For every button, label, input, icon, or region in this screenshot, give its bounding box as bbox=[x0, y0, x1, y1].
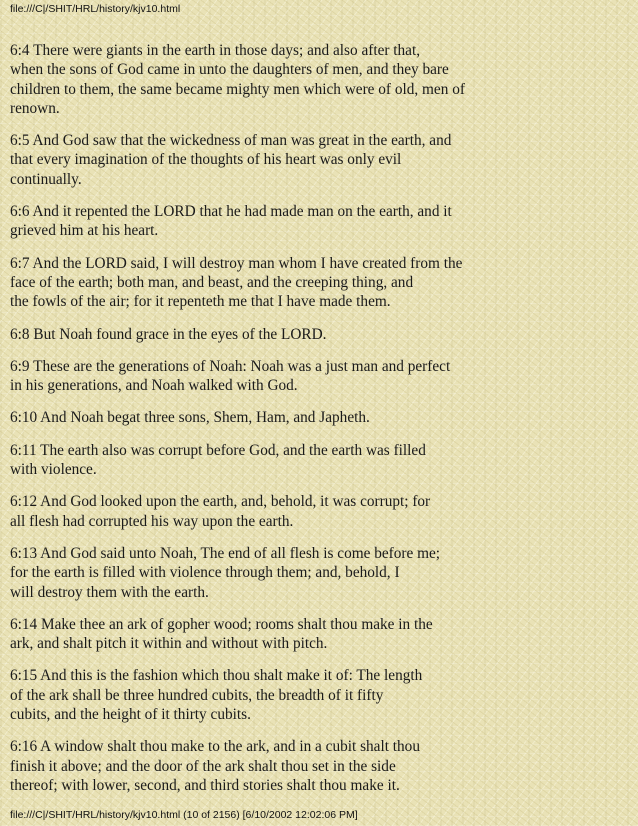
verse-line: when the sons of God came in unto the daughters of men, and they bare bbox=[10, 61, 449, 79]
verse-line: 6:7 And the LORD said, I will destroy man whom I have created from the bbox=[10, 254, 463, 272]
verse-line: for the earth is filled with violence through them; and, behold, I bbox=[10, 564, 400, 582]
verse-6-10 bbox=[10, 408, 480, 427]
verse-line: of the ark shall be three hundred cubits, the breadth of it fifty bbox=[10, 686, 384, 704]
verse-6-4 bbox=[10, 41, 480, 118]
verse-6-12 bbox=[10, 492, 480, 531]
verse-line: 6:15 And this is the fashion which thou shalt make it of: The length bbox=[10, 667, 423, 685]
verse-6-5 bbox=[10, 131, 480, 189]
verse-line: 6:10 And Noah begat three sons, Shem, Ham, and Japheth. bbox=[10, 409, 370, 427]
verse-6-6 bbox=[10, 202, 480, 241]
verse-line: continually. bbox=[10, 170, 82, 188]
verse-line: 6:13 And God said unto Noah, The end of all flesh is come before me; bbox=[10, 544, 441, 562]
verse-line: 6:8 But Noah found grace in the eyes of the LORD. bbox=[10, 325, 327, 343]
verse-6-7 bbox=[10, 254, 480, 312]
verse-6-8 bbox=[10, 325, 480, 344]
verse-line: with violence. bbox=[10, 461, 97, 479]
verse-line: 6:11 The earth also was corrupt before God, and the earth was filled bbox=[10, 441, 426, 459]
verse-line: ark, and shalt pitch it within and without with pitch. bbox=[10, 635, 328, 653]
verse-line: face of the earth; both man, and beast, and the creeping thing, and bbox=[10, 273, 414, 291]
verse-6-15 bbox=[10, 666, 480, 724]
verse-6-16 bbox=[10, 737, 480, 795]
verse-line: that every imagination of the thoughts of his heart was only evil bbox=[10, 151, 402, 169]
verse-line: 6:6 And it repented the LORD that he had made man on the earth, and it bbox=[10, 203, 452, 221]
verse-line: in his generations, and Noah walked with God. bbox=[10, 377, 298, 395]
verse-list bbox=[10, 41, 480, 808]
verse-line: will destroy them with the earth. bbox=[10, 583, 209, 601]
verse-line: 6:12 And God looked upon the earth, and, behold, it was corrupt; for bbox=[10, 493, 431, 511]
verse-line: thereof; with lower, second, and third stories shalt thou make it. bbox=[10, 776, 400, 794]
verse-line: the fowls of the air; for it repenteth me that I have made them. bbox=[10, 293, 391, 311]
verse-line: 6:9 These are the generations of Noah: Noah was a just man and perfect bbox=[10, 357, 451, 375]
verse-6-13 bbox=[10, 544, 480, 602]
verse-line: 6:14 Make thee an ark of gopher wood; rooms shalt thou make in the bbox=[10, 615, 433, 633]
verse-6-9 bbox=[10, 357, 480, 396]
verse-6-14 bbox=[10, 615, 480, 654]
verse-line: finish it above; and the door of the ark shalt thou set in the side bbox=[10, 757, 396, 775]
verse-line: 6:16 A window shalt thou make to the ark, and in a cubit shalt thou bbox=[10, 738, 420, 756]
verse-line: all flesh had corrupted his way upon the earth. bbox=[10, 512, 294, 530]
page-header-url: file:///C|/SHIT/HRL/history/kjv10.html bbox=[10, 3, 181, 15]
page-footer: file:///C|/SHIT/HRL/history/kjv10.html (10 of 2156) [6/10/2002 12:02:06 PM] bbox=[10, 809, 358, 821]
verse-line: renown. bbox=[10, 99, 60, 117]
verse-line: children to them, the same became mighty men which were of old, men of bbox=[10, 80, 465, 98]
verse-line: grieved him at his heart. bbox=[10, 222, 159, 240]
verse-line: 6:4 There were giants in the earth in those days; and also after that, bbox=[10, 42, 421, 59]
verse-6-11 bbox=[10, 441, 480, 480]
verse-line: cubits, and the height of it thirty cubits. bbox=[10, 706, 251, 724]
verse-line: 6:5 And God saw that the wickedness of man was great in the earth, and bbox=[10, 132, 452, 150]
